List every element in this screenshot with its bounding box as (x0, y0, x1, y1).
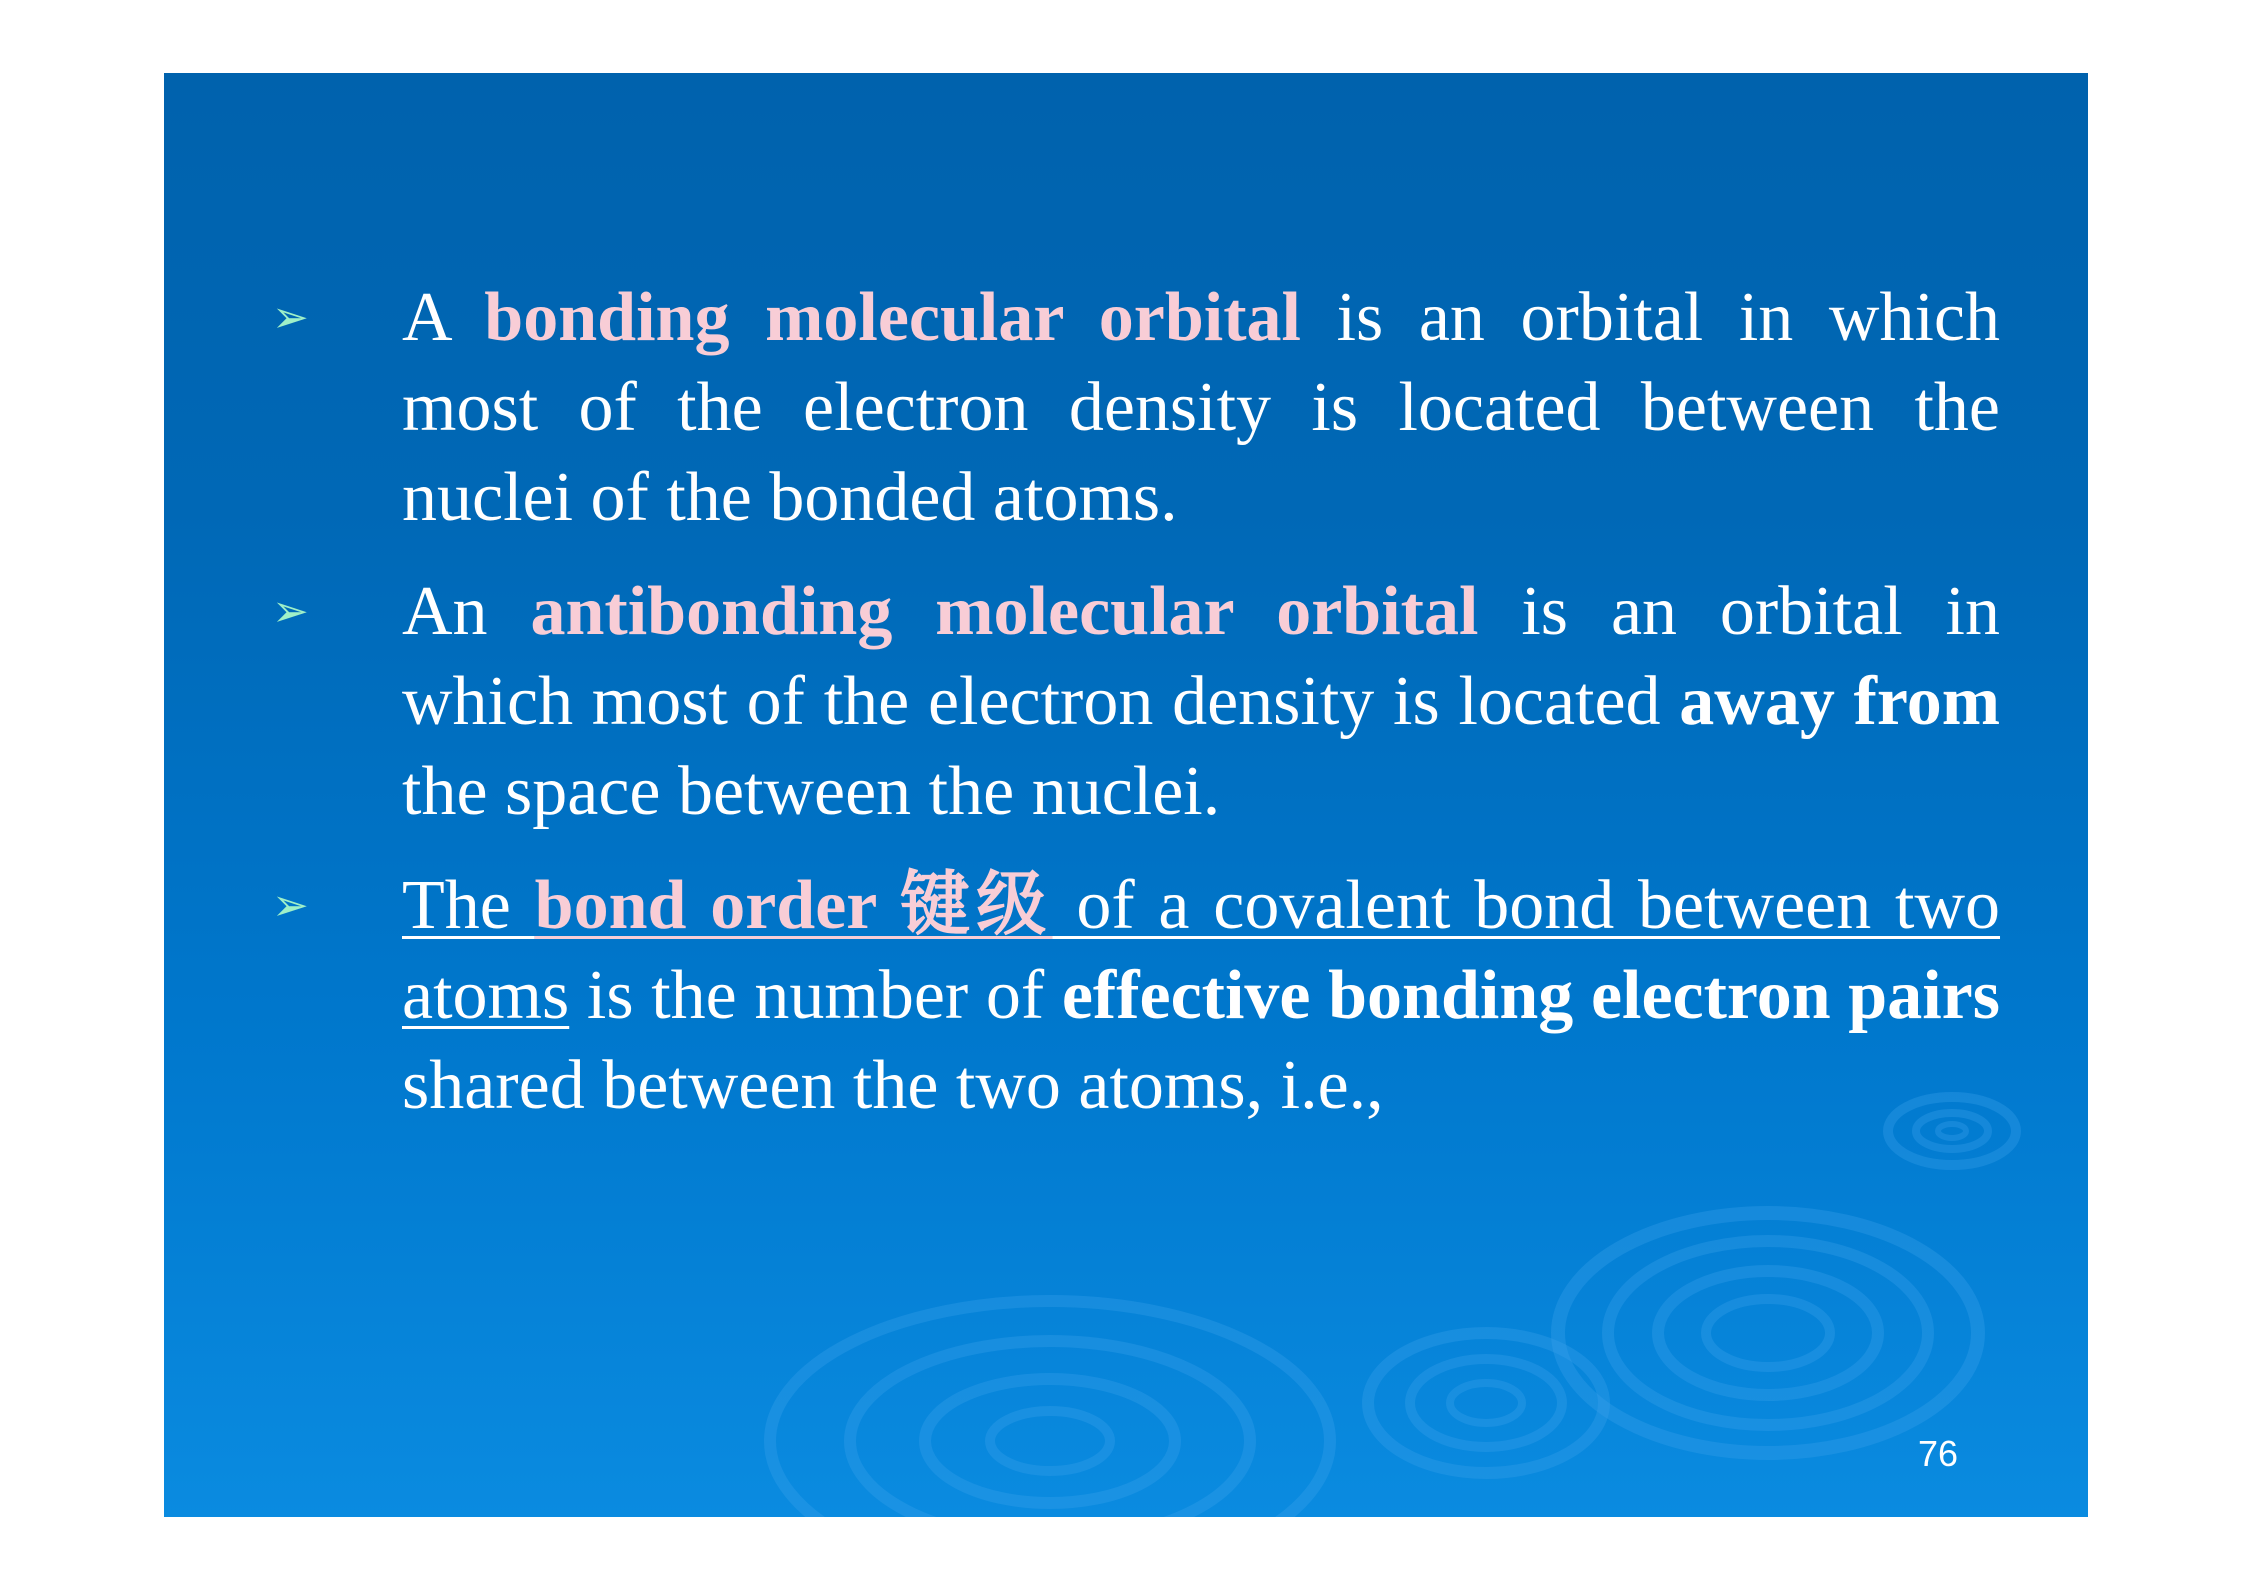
term-bonding-molecular-orbital: bonding molecular orbital (484, 279, 1301, 356)
emphasis-away-from: away from (1679, 663, 2001, 740)
bullet-text: is the number of (569, 957, 1062, 1034)
bullet-text: shared between the two atoms, i.e., (402, 1047, 1384, 1124)
bullet-item-antibonding-orbital (260, 567, 2000, 837)
emphasis-effective-bonding-pairs: effective bonding electron pairs (1061, 957, 2000, 1034)
term-bond-order: bond order 键级 (534, 867, 1053, 944)
arrow-bullet-icon: ➢ (272, 292, 309, 343)
bullet-item-bonding-orbital (260, 273, 2000, 543)
slide (164, 73, 2088, 1517)
bullet-text: An (402, 573, 531, 650)
bullet-text: The (402, 867, 535, 944)
bullet-list (260, 273, 2000, 1155)
bullet-text: the space between the nuclei. (402, 753, 1221, 830)
arrow-bullet-icon: ➢ (272, 586, 309, 637)
bullet-text: of a covalent bond between two atoms (402, 867, 2001, 1034)
page-number: 76 (1918, 1433, 1959, 1474)
bullet-text: is an orbital in which most of the electron density is located between the nuclei of the bonded atoms. (402, 279, 2000, 536)
bullet-item-bond-order (260, 861, 2000, 1131)
arrow-bullet-icon: ➢ (272, 880, 309, 931)
bullet-text: A (402, 279, 485, 356)
term-antibonding-molecular-orbital: antibonding molecular orbital (530, 573, 1479, 650)
bullet-text: is an orbital in which most of the electron density is located (402, 573, 2000, 740)
